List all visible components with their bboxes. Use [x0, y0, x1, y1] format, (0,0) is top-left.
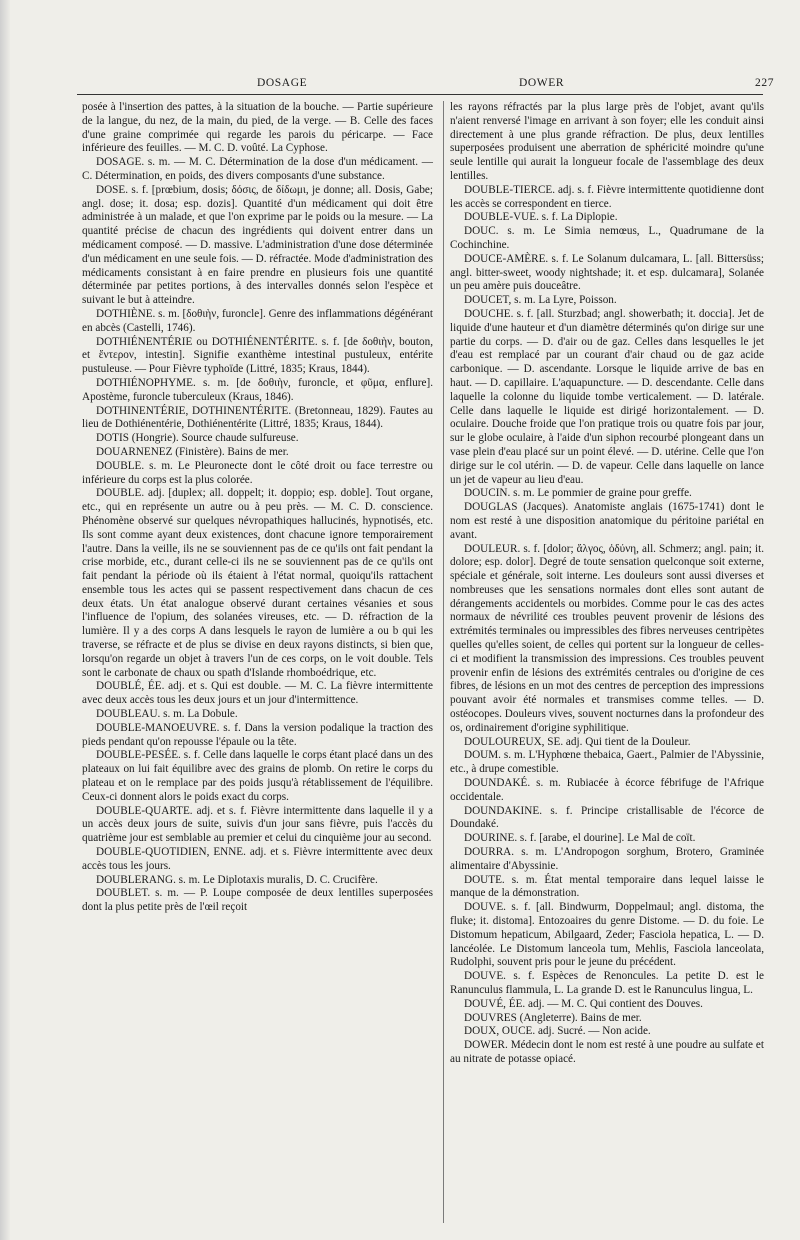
entry-text: DOUM. s. m. L'Hyphœne thebaica, Gaert., Palmier de l'Abyssinie, etc., à drupe comestible.: [450, 749, 764, 776]
header-rule: [77, 94, 763, 95]
entry-text: DOTHINENTÉRIE, DOTHINENTÉRITE. (Bretonneau, 1829). Fautes au lieu de Dothiénentérie, Dothiénentérite (Littré, 1835; Kraus, 1844).: [82, 404, 433, 431]
entry-text: DOUVE. s. f. [all. Bindwurm, Doppelmaul; angl. distoma, the fluke; it. distoma]. Entozoaires du genre Distome. — D. du foie. Le Distomum hepaticum, Abilgaard, Zeder; Fasciola hepatica, L. — D. lancéolée. Le Distomum lanceola tum, Mehlis, Fasciola lanceolata, Rudolphi, souvent pris pour le jeune du précédent.: [450, 901, 764, 969]
entry-text: DOUVRES (Angleterre). Bains de mer.: [464, 1011, 642, 1024]
page-number: 227: [755, 77, 775, 89]
entry-text: les rayons réfractés par la plus large près de l'objet, avant qu'ils n'aient renversé l'image en arrivant à son foyer; elle les conduit ainsi directement à une plus grande réfraction. De plus, deux lentilles superposées produisent une aberration de sphéricité moindre qu'une seule lentille qui aurait la longueur focale de l'assemblage des deux lentilles.: [450, 101, 764, 182]
book-spine-shadow: [0, 0, 10, 1240]
entry-text: DOUNDAKINE. s. f. Principe cristallisable de l'écorce de Doundaké.: [450, 804, 764, 831]
entry-text: DOUBLE-QUARTE. adj. et s. f. Fièvre intermittente dans laquelle il y a un accès deux jours de suite, suivis d'un jour sans fièvre, puis l'accès du quatrième jour est semblable au premier et celui du cinquième jour au second.: [82, 804, 433, 845]
entry-text: DOUBLERANG. s. m. Le Diplotaxis muralis, D. C. Crucifère.: [96, 873, 378, 886]
entry-text: DOWER. Médecin dont le nom est resté à une poudre au sulfate et au nitrate de potasse opiacé.: [450, 1039, 764, 1065]
entry-text: DOSE. s. f. [prœbium, dosis; δόσις, de δίδωμι, je donne; all. Dosis, Gabe; angl. dose; it. dosa; esp. dozis]. Quantité d'un médicament qui doit être administrée à un malade, et que l'on exprime par le poids ou la mesure. — La quantité précise de chacun des ingrédients qui doivent entrer dans un médicament composé. — D. massive. L'administration d'une dose déterminée d'un médicament en une seule fois. — D. réfractée. Mode d'administration des médicaments consistant à en faire prendre en plusieurs fois une quantité déterminée par petites portions, à des intervalles donnés selon l'espèce et suivant le but à atteindre.: [82, 183, 433, 307]
entry-text: DOTIS (Hongrie). Source chaude sulfureuse.: [96, 432, 299, 445]
entry-text: DOUBLET. s. m. — P. Loupe composée de deux lentilles superposées dont la plus petite près de l'œil reçoit: [82, 887, 433, 914]
entry-text: DOUBLE. adj. [duplex; all. doppelt; it. doppio; esp. doble]. Tout organe, etc., qui en représente un autre ou à peu près. — M. C. D. conscience. Phénomène observé sur quelques névropathiques hallucinés, hypnotisés, etc. Ils sont comme ayant deux existences, dont chacune ignore temporairement l'autre. Dans la veille, ils ne se souviennent pas de ce qu'ils ont fait pendant la crise morbide, etc., durant celle-ci ils ne se souviennent pas de ce qu'ils ont fait pendant la période où ils étaient à l'état normal, quoiqu'ils rattachent ensemble tous les actes qui se passent respectivement dans chacun de ces deux états. Un état analogue observé durant certaines vésanies et sous l'influence de l'opium, des solanées vireuses, etc. — D. réfraction de la lumière. Il y a des corps A dans lesquels le rayon de lumière a ou b qui les traverse, se réfracte et de plus se divise en deux rayons distincts, si bien que, lorsqu'on regarde un objet à travers l'un de ces corps, on le voit double. Tels sont le carbonate de chaux ou spath d'Islande rhomboédrique, etc.: [82, 487, 433, 679]
entry-text: DOSAGE. s. m. — M. C. Détermination de la dose d'un médicament. — C. Détermination, en poids, des divers composants d'une substance.: [82, 156, 433, 182]
entry-text: DOUBLE-VUE. s. f. La Diplopie.: [464, 211, 618, 224]
entry-text: DOTHIÈNE. s. m. [δοθιὴν, furoncle]. Genre des inflammations dégénérant en abcès (Castelli, 1746).: [82, 307, 433, 334]
entry-text: DOUCIN. s. m. Le pommier de graine pour greffe.: [464, 487, 692, 500]
entry-text: posée à l'insertion des pattes, à la situation de la bouche. — Partie supérieure de la langue, du nez, de la main, du pied, de la verge. — B. Celle des faces d'une graine comprimée qui regarde les parois du péricarpe. — Face inférieure des feuilles. — M. C. D. voûté. La Cyphose.: [82, 101, 433, 155]
running-head-right: DOWER: [519, 77, 565, 89]
entry-text: DOTHIÉNOPHYME. s. m. [de δοθιὴν, furoncle, et φῦμα, enflure]. Apostème, furoncle tuberculeux (Kraus, 1846).: [82, 376, 433, 403]
running-head-left: DOSAGE: [257, 77, 308, 89]
entry-text: DOUGLAS (Jacques). Anatomiste anglais (1675-1741) dont le nom est resté à une disposition anatomique du péritoine pariétal en avant.: [450, 501, 764, 541]
entry-text: DOUBLEAU. s. m. La Dobule.: [96, 708, 238, 721]
left-column: [82, 101, 433, 915]
entry-text: DOULOUREUX, SE. adj. Qui tient de la Douleur.: [464, 735, 691, 748]
entry-text: DOUBLE. s. m. Le Pleuronecte dont le côté droit ou face terrestre ou inférieure du corps est la plus colorée.: [82, 459, 433, 486]
entry-text: DOUBLE-MANOEUVRE. s. f. Dans la version podalique la traction des pieds pendant qu'on repousse l'épaule ou la tête.: [82, 721, 433, 748]
entry-text: DOURRA. s. m. L'Andropogon sorghum, Brotero, Graminée alimentaire d'Abyssinie.: [450, 846, 764, 872]
entry-text: DOUBLE-TIERCE. adj. s. f. Fièvre intermittente quotidienne dont les accès se correspondent en tierce.: [450, 183, 764, 210]
entry-text: DOUNDAKÉ. s. m. Rubiacée à écorce fébrifuge de l'Afrique occidentale.: [450, 777, 764, 803]
entry-text: DOUX, OUCE. adj. Sucré. — Non acide.: [464, 1025, 651, 1038]
entry-text: DOTHIÉNENTÉRIE ou DOTHIÉNENTÉRITE. s. f. [de δοθιὴν, bouton, et ἔντερον, intestin]. Signifie exanthème intestinal pustuleux, entérite pustuleuse. — Pour Fièvre typhoïde (Littré, 1835; Kraus, 1844).: [82, 335, 433, 376]
entry-text: DOULEUR. s. f. [dolor; ἄλγος, ὀδύνη, all. Schmerz; angl. pain; it. dolore; esp. dolor]. Degré de toute sensation quelconque soit externe, spéciale et générale, soit interne. Les douleurs sont aussi diverses et nombreuses que les sensations normales dont elles sont autant de dérangements accidentels ou morbides. Comme pour le cas des actes normaux de névrilité ces troubles peuvent provenir de lésions des extrémités terminales ou impressibles des fibres nerveuses centripètes quelles qu'elles soient, de celles qui portent sur la longueur de celles-ci et modifient la transmission des impressions. Ces troubles peuvent provenir enfin de lésions des extrémités centrales ou d'origine de ces fibres, de lésions en un mot des centres de perception des impressions pouvant avoir été normales et transmises comme telles. — D. ostéocopes. Douleurs vives, souvent nocturnes dans la profondeur des os, ordinairement d'origine syphilitique.: [450, 542, 764, 734]
entry-text: DOUBLÉ, ÉE. adj. et s. Qui est double. — M. C. La fièvre intermittente avec deux accès tous les deux jours et un jour d'intermittence.: [82, 680, 433, 707]
entry-text: DOUARNENEZ (Finistère). Bains de mer.: [96, 445, 289, 458]
entry-text: DOUCET, s. m. La Lyre, Poisson.: [464, 294, 617, 307]
entry-text: DOUVÉ, ÉE. adj. — M. C. Qui contient des Douves.: [464, 997, 703, 1010]
entry-text: DOUBLE-PESÉE. s. f. Celle dans laquelle le corps étant placé dans un des plateaux on lui fait équilibre avec des grains de plomb. On retire le corps du plateau et on le remplace par des poids jusqu'à rétablissement de l'équilibre. Ceux-ci donnent alors le poids exact du corps.: [82, 749, 433, 803]
right-column: [450, 101, 764, 1067]
entry-text: DOUCE-AMÈRE. s. f. Le Solanum dulcamara, L. [all. Bittersüss; angl. bitter-sweet, woody nightshade; it. et esp. dulcamara], Solanée un peu amère puis douceâtre.: [450, 252, 764, 293]
column-divider: [443, 101, 444, 1223]
entry-text: DOUTE. s. m. État mental temporaire dans lequel laisse le manque de la démonstration.: [450, 873, 764, 900]
entry-text: DOUBLE-QUOTIDIEN, ENNE. adj. et s. Fièvre intermittente avec deux accès tous les jours.: [82, 846, 433, 872]
entry-text: DOURINE. s. f. [arabe, el dourine]. Le Mal de coït.: [464, 832, 696, 845]
entry-text: DOUC. s. m. Le Simia nemœus, L., Quadrumane de la Cochinchine.: [450, 225, 764, 251]
entry-text: DOUCHE. s. f. [all. Sturzbad; angl. showerbath; it. doccia]. Jet de liquide d'une hauteur et d'un diamètre déterminés qu'on dirige sur une partie du corps. — D. d'air ou de gaz. Celles dans lesquelles le jet d'eau est remplacé par un courant d'air chaud ou de gaz acide carbonique. — D. ascendante. Lorsque le liquide arrive de bas en haut. — D. capillaire. L'aquapuncture. — D. descendante. Celle dans laquelle la colonne du liquide tombe verticalement. — D. latérale. Celle dans laquelle le liquide est dirigé horizontalement. — D. oculaire. Douche froide que l'on pratique trois ou quatre fois par jour, sur le globe oculaire, à l'aide d'un siphon recourbé plongeant dans un vase plein d'eau placé sur un point élevé. — D. utérine. Celle que l'on dirige sur le col utérin. — D. de vapeur. Celle dans laquelle on lance un jet de vapeur au lieu d'eau.: [450, 307, 764, 486]
entry-text: DOUVE. s. f. Espèces de Renoncules. La petite D. est le Ranunculus flammula, L. La grande D. est le Ranunculus lingua, L.: [450, 970, 764, 996]
